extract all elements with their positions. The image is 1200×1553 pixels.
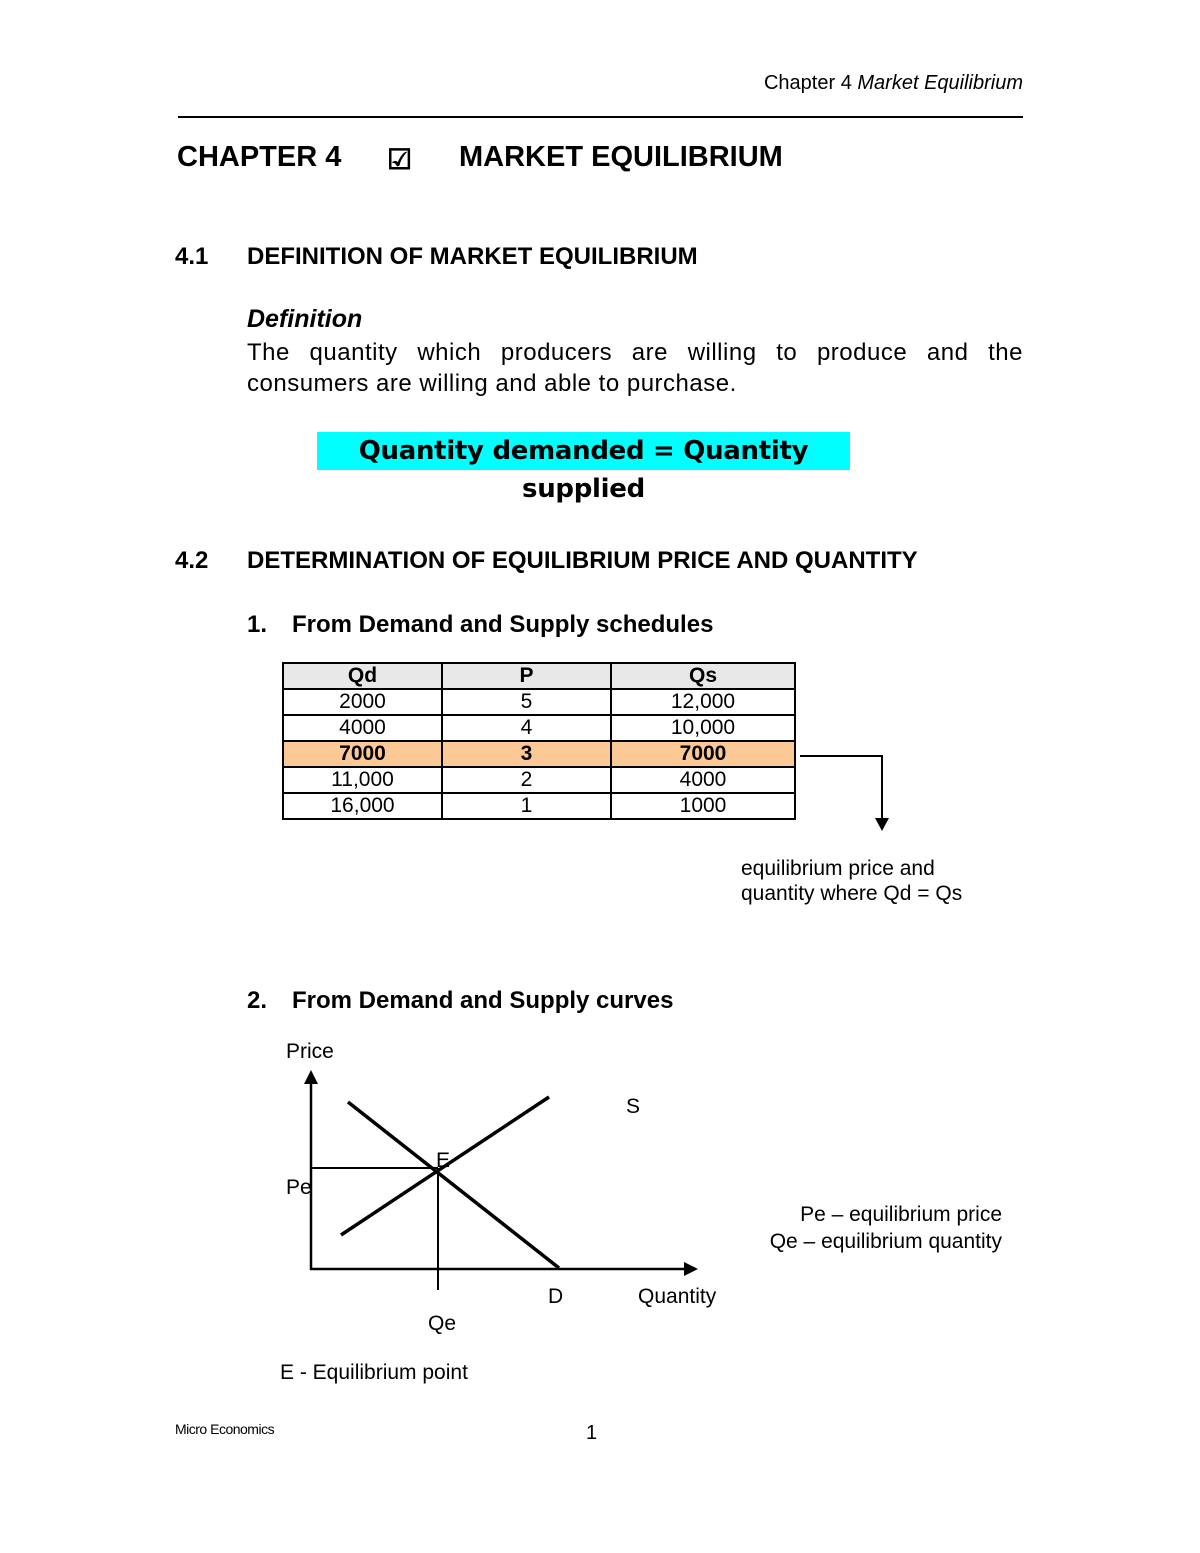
header-chapter: Chapter 4 <box>763 72 852 94</box>
legend-pe: Pe – equilibrium price <box>800 1203 1002 1226</box>
cell-qd: 11,000 <box>283 767 442 793</box>
chapter-number: CHAPTER 4 <box>177 141 342 173</box>
cell-qs: 1000 <box>611 793 795 819</box>
cell-qs: 4000 <box>611 767 795 793</box>
x-axis-label: Quantity <box>638 1285 717 1308</box>
cell-qs: 7000 <box>611 741 795 767</box>
equilibrium-label: E <box>436 1149 451 1172</box>
cell-p: 4 <box>442 715 611 741</box>
sub-title: From Demand and Supply schedules <box>292 611 714 638</box>
qe-label: Qe <box>428 1312 457 1335</box>
definition-label: Definition <box>247 305 363 333</box>
header-p: P <box>442 663 611 689</box>
subheading-curves <box>247 987 673 1015</box>
cell-qd: 4000 <box>283 715 442 741</box>
supply-label: S <box>626 1095 641 1118</box>
sub-title: From Demand and Supply curves <box>292 987 674 1014</box>
sub-number: 2. <box>247 987 268 1014</box>
cell-qs: 10,000 <box>611 715 795 741</box>
cell-p: 3 <box>442 741 611 767</box>
section-number: 4.1 <box>175 243 209 270</box>
checkbox-icon: ☑ <box>387 144 413 175</box>
footer-course: Micro Economics <box>175 1421 275 1437</box>
cell-p: 1 <box>442 793 611 819</box>
chapter-heading-text: MARKET EQUILIBRIUM <box>459 141 783 173</box>
table-note-line2: quantity where Qd = Qs <box>741 882 963 905</box>
header-qd: Qd <box>283 663 442 689</box>
definition-text: The quantity which producers are willing to produce and the consumers are willing and able to purchase. <box>247 339 1023 397</box>
legend-qe: Qe – equilibrium quantity <box>769 1230 1002 1253</box>
y-axis-label: Price <box>286 1040 334 1063</box>
section-title: DETERMINATION OF EQUILIBRIUM PRICE AND QUANTITY <box>247 547 918 574</box>
table-arrow <box>800 755 889 831</box>
demand-curve <box>348 1102 559 1268</box>
cell-p: 5 <box>442 689 611 715</box>
table-note-line1: equilibrium price and <box>741 857 935 880</box>
sub-number: 1. <box>247 611 268 638</box>
pe-label: Pe <box>286 1176 312 1199</box>
demand-label: D <box>548 1285 564 1308</box>
cell-p: 2 <box>442 767 611 793</box>
equilibrium-point-note: E - Equilibrium point <box>280 1361 468 1384</box>
section-title: DEFINITION OF MARKET EQUILIBRIUM <box>247 243 698 270</box>
header-qs: Qs <box>611 663 795 689</box>
header-topic: Market Equilibrium <box>857 72 1023 94</box>
page-number: 1 <box>586 1422 598 1444</box>
cell-qs: 12,000 <box>611 689 795 715</box>
equilibrium-formula: Quantity demanded = Quantity supplied <box>317 432 850 470</box>
section-number: 4.2 <box>175 547 209 574</box>
cell-qd: 16,000 <box>283 793 442 819</box>
cell-qd: 2000 <box>283 689 442 715</box>
cell-qd: 7000 <box>283 741 442 767</box>
